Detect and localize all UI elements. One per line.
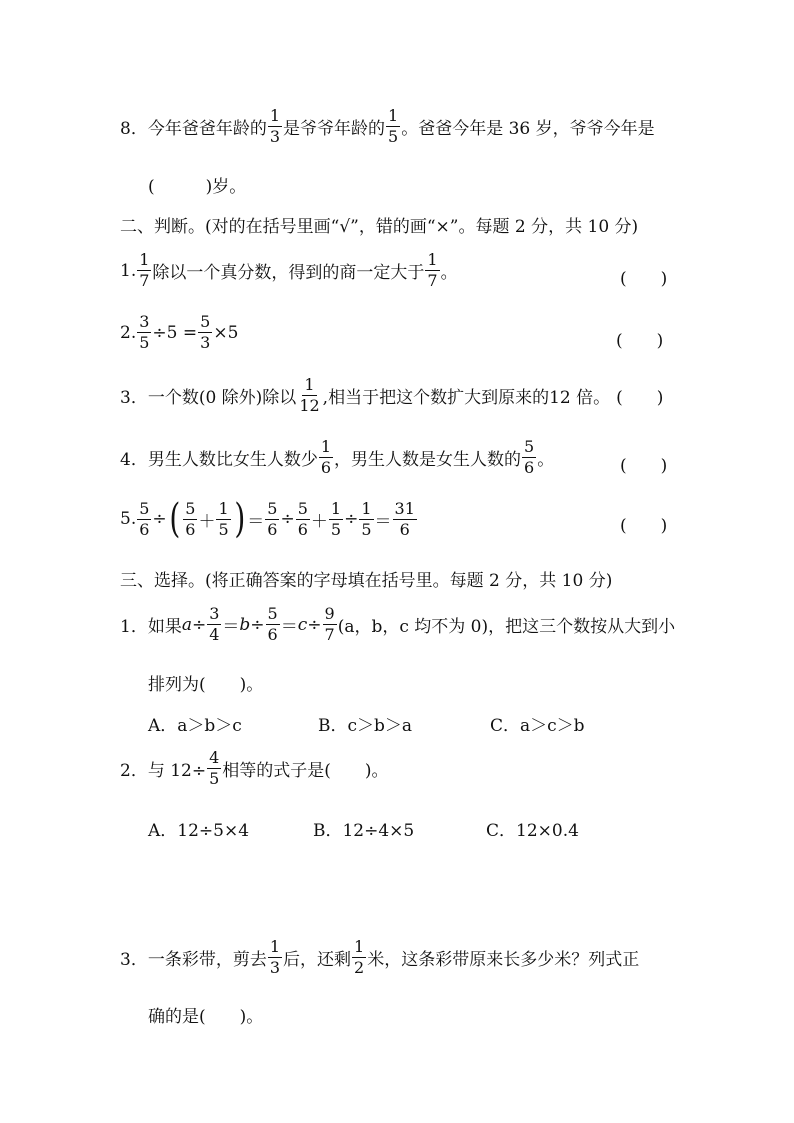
- item-text: 3．一条彩带，剪去: [120, 950, 267, 970]
- answer-paren[interactable]: ( ): [620, 516, 668, 536]
- equals-sign: ＝: [222, 617, 240, 637]
- item-text: ，男生人数是女生人数的: [334, 450, 522, 470]
- divide-sign: ÷: [280, 509, 295, 529]
- item-text: 后，还剩: [283, 950, 352, 970]
- q8-line2: ( )岁。: [148, 177, 247, 197]
- divide-sign: ÷: [307, 614, 322, 635]
- equals-sign: ＝: [280, 617, 298, 637]
- fraction: $\frac{9}{7}$: [324, 604, 335, 644]
- item-end: ×5: [213, 322, 239, 343]
- var-b: b: [239, 614, 251, 635]
- fraction: $\frac{3}{4}$: [209, 604, 220, 644]
- item-number: 1.: [120, 260, 137, 281]
- fraction: $\frac{5}{3}$: [200, 312, 211, 352]
- plus-sign: ＋: [198, 511, 216, 532]
- fraction: $\frac{5}{6}$: [297, 498, 308, 539]
- var-a: a: [181, 614, 192, 635]
- operator: ÷5 =: [152, 322, 198, 343]
- choice-q3-line2: 确的是( )。: [148, 1007, 264, 1027]
- q8-prefix: 8．今年爸爸年龄的: [120, 119, 267, 139]
- answer-paren[interactable]: ( ): [620, 456, 668, 476]
- answer-paren[interactable]: ( ): [620, 269, 668, 289]
- fraction: $\frac{4}{5}$: [209, 748, 220, 788]
- item-end: 。: [537, 450, 555, 470]
- item-text: 3．一个数(0 除外)除以: [120, 388, 297, 408]
- item-number: 5.: [120, 509, 137, 529]
- item-text: 相等的式子是( )。: [222, 761, 389, 781]
- choice-q1-line1: [120, 606, 675, 643]
- divide-sign: ÷: [344, 509, 359, 529]
- fraction: $\frac{5}{6}$: [267, 498, 278, 539]
- divide-sign: ÷: [250, 614, 265, 635]
- equals-sign: ＝: [247, 511, 265, 532]
- fraction: $\frac{1}{5}$: [388, 106, 399, 146]
- judge-item-4: [120, 439, 554, 476]
- divide-sign: ÷: [191, 614, 207, 635]
- q8-suffix: 。爸爸今年是 36 岁，爷爷今年是: [401, 119, 655, 139]
- choice-q2-line1: [120, 750, 389, 787]
- option-a[interactable]: A．a＞b＞c: [148, 716, 242, 736]
- fraction: $\frac{1}{2}$: [354, 937, 365, 977]
- condition-text: (a，b，c 均不为 0)，把这三个数按从大到小: [337, 617, 676, 637]
- item-text: 2．与 12÷: [120, 761, 207, 781]
- fraction: $\frac{5}{6}$: [185, 498, 196, 539]
- option-c[interactable]: C．a＞c＞b: [490, 716, 585, 736]
- item-text: 1．如果: [120, 617, 182, 637]
- item-text: 除以一个真分数，得到的商一定大于: [152, 263, 425, 283]
- answer-paren[interactable]: ( ): [616, 331, 664, 351]
- fraction: $\frac{3}{5}$: [139, 312, 150, 352]
- right-paren: ): [233, 496, 245, 542]
- fraction: $\frac{5}{6}$: [524, 437, 535, 477]
- fraction: $\frac{5}{6}$: [139, 498, 150, 539]
- answer-paren[interactable]: ( ): [616, 388, 664, 408]
- choice-q1-line2: 排列为( )。: [148, 675, 264, 695]
- divide-sign: ÷: [152, 509, 167, 529]
- fraction: $\frac{1}{7}$: [427, 250, 438, 290]
- fraction: $\frac{1}{3}$: [269, 106, 281, 146]
- equals-sign: ＝: [374, 511, 392, 532]
- option-b[interactable]: B．c＞b＞a: [318, 716, 413, 736]
- fraction: $\frac{5}{6}$: [267, 604, 278, 644]
- fraction: $\frac{1}{12}$: [299, 375, 320, 415]
- item-end: 。: [440, 263, 458, 283]
- q8-line1: [120, 108, 655, 145]
- option-b[interactable]: B．12÷4×5: [313, 821, 415, 841]
- fraction: $\frac{31}{6}$: [394, 498, 415, 539]
- fraction: $\frac{1}{5}$: [361, 498, 372, 539]
- item-number: 2.: [120, 322, 137, 343]
- var-c: c: [297, 614, 308, 635]
- section3-heading: 三、选择。(将正确答案的字母填在括号里。每题 2 分，共 10 分): [120, 571, 613, 591]
- item-text: 米，这条彩带原来长多少米？列式正: [367, 950, 640, 970]
- choice-q3-line1: [120, 939, 639, 976]
- judge-item-2: [120, 314, 238, 351]
- judge-item-5: [120, 496, 418, 542]
- judge-item-3: [120, 377, 663, 414]
- plus-sign: ＋: [310, 511, 328, 532]
- fraction: $\frac{1}{7}$: [139, 250, 150, 290]
- q8-mid: 是爷爷年龄的: [283, 119, 386, 139]
- item-text: ,相当于把这个数扩大到原来的12 倍。: [322, 388, 611, 408]
- fraction: $\frac{1}{5}$: [330, 498, 342, 539]
- section2-heading: 二、判断。(对的在括号里画“√”，错的画“×”。每题 2 分，共 10 分): [120, 217, 639, 237]
- option-c[interactable]: C．12×0.4: [486, 821, 579, 841]
- left-paren: (: [169, 496, 180, 542]
- fraction: $\frac{1}{3}$: [269, 937, 281, 977]
- judge-item-1: [120, 252, 458, 289]
- item-text: 4．男生人数比女生人数少: [120, 450, 318, 470]
- fraction: $\frac{1}{5}$: [218, 498, 229, 539]
- fraction: $\frac{1}{6}$: [320, 437, 332, 477]
- option-a[interactable]: A．12÷5×4: [148, 821, 250, 841]
